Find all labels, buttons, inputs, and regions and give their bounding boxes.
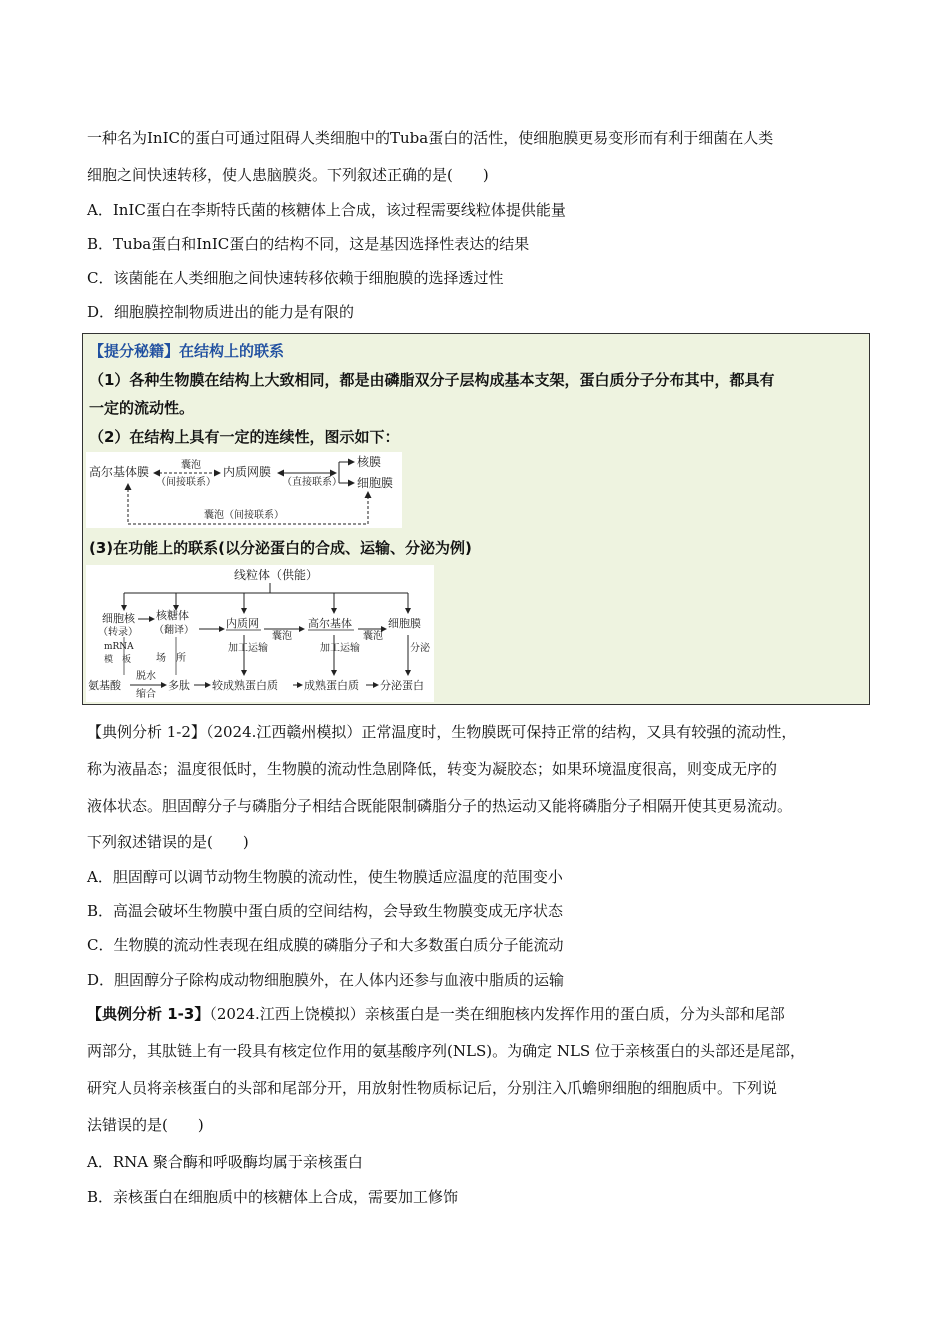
d1-golgi: 高尔基体膜 xyxy=(89,465,150,479)
d1-vesicle-bottom: 囊泡（间接联系） xyxy=(204,510,284,521)
d2-nucleus: 细胞核 xyxy=(102,612,135,625)
q1-option-c: C．该菌能在人类细胞之间快速转移依赖于细胞膜的选择透过性 xyxy=(87,269,504,287)
q1-option-a: A．InIC蛋白在李斯特氏菌的核糖体上合成，该过程需要线粒体提供能量 xyxy=(87,201,566,219)
d2-mature: 成熟蛋白质 xyxy=(304,679,359,692)
d2-condense: 缩合 xyxy=(136,689,156,700)
d1-indirect-top: （间接联系） xyxy=(156,477,216,488)
d2-golgi: 高尔基体 xyxy=(308,617,352,630)
d1-vesicle-top: 囊泡 xyxy=(181,460,201,471)
q3-line3: 研究人员将亲核蛋白的头部和尾部分开，用放射性物质标记后，分别注入爪蟾卵细胞的细胞质中。下列说 xyxy=(87,1079,778,1097)
q2-line3: 液体状态。胆固醇分子与磷脂分子相结合既能限制磷脂分子的热运动又能将磷脂分子相隔开使其更易流动。 xyxy=(87,797,793,815)
q2-line4: 下列叙述错误的是( ) xyxy=(87,833,249,851)
d2-er: 内质网 xyxy=(226,617,259,630)
d2-process1: 加工 xyxy=(228,643,248,654)
tips-p1-line1: （1）各种生物膜在结构上大致相同，都是由磷脂双分子层构成基本支架，蛋白质分子分布其中，都具有 xyxy=(89,371,775,389)
q2-option-b: B．高温会破坏生物膜中蛋白质的空间结构，会导致生物膜变成无序状态 xyxy=(87,902,564,920)
d1-direct: （直接联系） xyxy=(282,477,342,488)
d2-mito: 线粒体（供能） xyxy=(234,568,319,582)
membrane-continuity-diagram xyxy=(86,452,402,528)
d2-peptide: 多肽 xyxy=(168,679,190,692)
d2-process2: 加工 xyxy=(320,643,340,654)
q3-option-b: B．亲核蛋白在细胞质中的核糖体上合成，需要加工修饰 xyxy=(87,1188,459,1206)
d2-immature: 较成熟蛋白质 xyxy=(212,679,278,692)
d2-dehydrate: 脱水 xyxy=(136,671,156,682)
q1-option-d: D．细胞膜控制物质进出的能力是有限的 xyxy=(87,303,355,321)
tips-p1-line2: 一定的流动性。 xyxy=(89,399,195,417)
q3-line1 xyxy=(87,1004,785,1024)
d2-transport1: 运输 xyxy=(248,643,268,654)
q2-line2: 称为液晶态；温度很低时，生物膜的流动性急剧降低，转变为凝胶态；如果环境温度很高，则变成无序的 xyxy=(87,760,778,778)
q2-label: 【典例分析 1-2】 xyxy=(87,723,206,741)
q1-option-b: B．Tuba蛋白和InIC蛋白的结构不同，这是基因选择性表达的结果 xyxy=(87,235,530,253)
d2-transport2: 运输 xyxy=(340,643,360,654)
d2-vesicle2: 囊泡 xyxy=(363,631,383,642)
d2-place: 场 所 xyxy=(156,653,186,664)
d2-template: 模 板 xyxy=(104,655,132,665)
q3-line2: 两部分，其肽链上有一段具有核定位作用的氨基酸序列(NLS)。为确定 NLS 位于亲核蛋白的头部还是尾部， xyxy=(87,1042,805,1060)
d2-transcribe: （转录） xyxy=(98,627,138,638)
d2-ribosome: 核糖体 xyxy=(156,609,189,622)
q2-line1-text: （2024.江西赣州模拟）正常温度时，生物膜既可保持正常的结构，又具有较强的流动性， xyxy=(205,723,797,741)
d1-nuclear: 核膜 xyxy=(357,455,382,469)
d2-translate: （翻译） xyxy=(154,625,194,636)
d2-cellmem: 细胞膜 xyxy=(388,617,421,630)
d2-secrete: 分泌 xyxy=(410,643,430,654)
d1-cellmem: 细胞膜 xyxy=(357,476,394,490)
tips-title-text: 在结构上的联系 xyxy=(179,342,285,360)
q2-option-d: D．胆固醇分子除构成动物细胞膜外，在人体内还参与血液中脂质的运输 xyxy=(87,971,565,989)
q2-option-a: A．胆固醇可以调节动物生物膜的流动性，使生物膜适应温度的范围变小 xyxy=(87,868,563,886)
d2-aa: 氨基酸 xyxy=(88,679,121,692)
tips-title-bracket: 【提分秘籍】 xyxy=(89,342,180,360)
q2-line1 xyxy=(87,722,796,742)
tips-box xyxy=(82,333,870,705)
d2-secreted: 分泌蛋白 xyxy=(380,679,424,692)
tips-p3: (3)在功能上的联系(以分泌蛋白的合成、运输、分泌为例) xyxy=(89,539,472,557)
q3-line4: 法错误的是( ) xyxy=(87,1116,204,1134)
d2-mrna: mRNA xyxy=(104,642,134,652)
tips-title xyxy=(89,340,284,361)
d2-vesicle1: 囊泡 xyxy=(272,631,292,642)
q1-stem-line2: 细胞之间快速转移，使人患脑膜炎。下列叙述正确的是( ) xyxy=(87,166,489,184)
d1-er: 内质网膜 xyxy=(223,465,272,479)
tips-p2: （2）在结构上具有一定的连续性，图示如下： xyxy=(89,428,400,446)
secretory-protein-diagram xyxy=(86,565,434,702)
q2-option-c: C．生物膜的流动性表现在组成膜的磷脂分子和大多数蛋白质分子能流动 xyxy=(87,936,564,954)
q3-line1-text: （2024.江西上饶模拟）亲核蛋白是一类在细胞核内发挥作用的蛋白质，分为头部和尾部 xyxy=(209,1005,785,1023)
q3-label: 【典例分析 1-3】 xyxy=(87,1005,210,1023)
q3-option-a: A．RNA 聚合酶和呼吸酶均属于亲核蛋白 xyxy=(87,1153,363,1171)
q1-stem-line1: 一种名为InIC的蛋白可通过阻碍人类细胞中的Tuba蛋白的活性，使细胞膜更易变形而有利于细菌在人类 xyxy=(87,129,774,147)
